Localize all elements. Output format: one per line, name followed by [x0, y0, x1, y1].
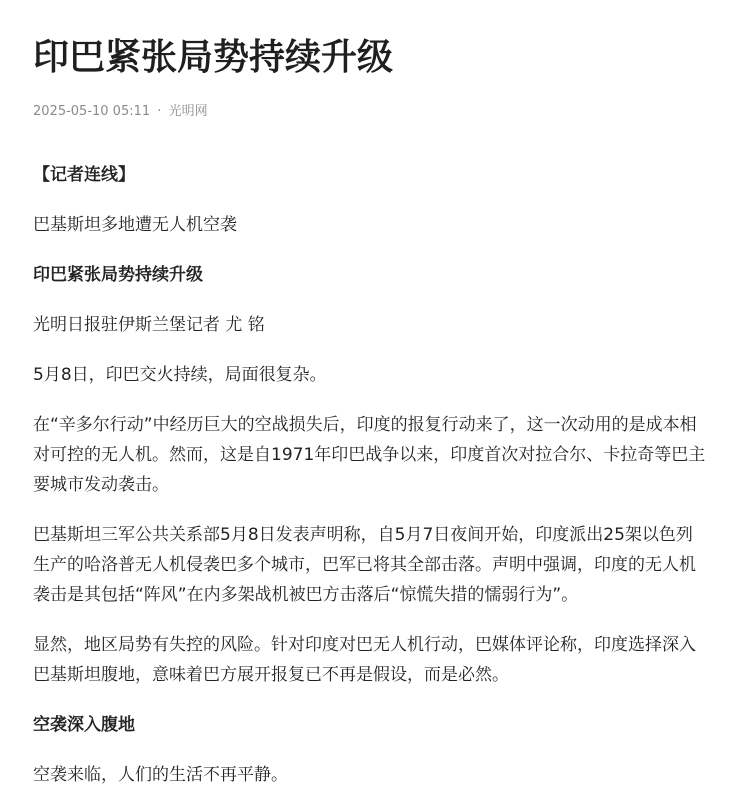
body-paragraph: 在“辛多尔行动”中经历巨大的空战损失后，印度的报复行动来了，这一次动用的是成本相对可控的无人机。然而，这是自1971年印巴战争以来，印度首次对拉合尔、卡拉奇等巴主要城市发动袭击。	[33, 415, 706, 495]
body-paragraph: 空袭来临，人们的生活不再平静。	[33, 765, 288, 785]
byline: 光明日报驻伊斯兰堡记者 尤 铭	[33, 315, 265, 335]
article-meta	[33, 102, 709, 122]
section-heading: 空袭深入腹地	[33, 715, 135, 735]
body-paragraph: 巴基斯坦三军公共关系部5月8日发表声明称，自5月7日夜间开始，印度派出25架以色列生产的哈洛普无人机侵袭巴多个城市，巴军已将其全部击落。声明中强调，印度的无人机袭击是其包括“阵风”在内多架战机被巴方击落后“惊慌失措的懦弱行为”。	[33, 525, 696, 605]
source-name[interactable]: 光明网	[168, 104, 208, 119]
meta-separator: ·	[157, 104, 162, 119]
section-label: 【记者连线】	[33, 165, 135, 185]
article-body	[33, 160, 709, 790]
subheading: 印巴紧张局势持续升级	[33, 265, 203, 285]
body-paragraph: 5月8日，印巴交火持续，局面很复杂。	[33, 365, 327, 385]
publish-datetime: 2025-05-10 05:11	[33, 104, 151, 119]
article-title: 印巴紧张局势持续升级	[33, 37, 394, 78]
subtitle: 巴基斯坦多地遭无人机空袭	[33, 215, 237, 235]
body-paragraph: 显然，地区局势有失控的风险。针对印度对巴无人机行动，巴媒体评论称，印度选择深入巴基斯坦腹地，意味着巴方展开报复已不再是假设，而是必然。	[33, 635, 696, 685]
